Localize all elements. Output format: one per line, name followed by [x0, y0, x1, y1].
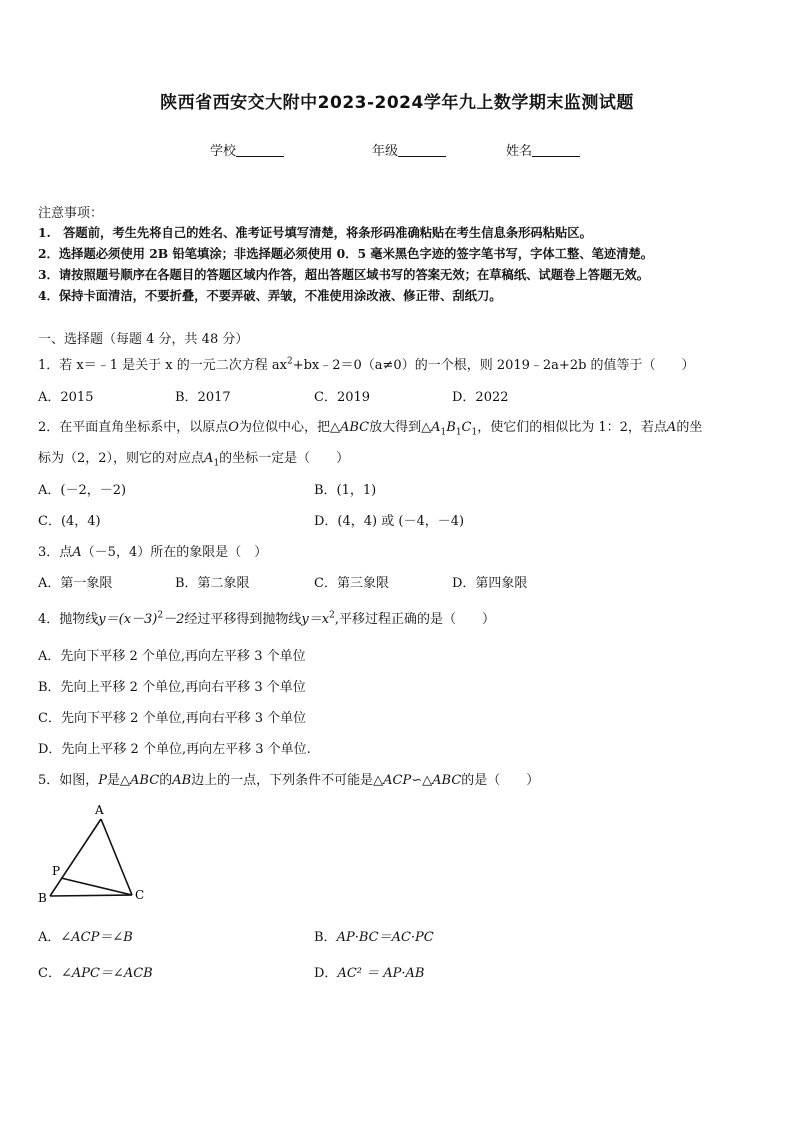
q4-eq1: y＝(x－3) [98, 612, 158, 627]
q5-text: 的 [159, 773, 173, 788]
q2-sub: 1 [440, 427, 447, 438]
q1-option-c: C．2019 [314, 390, 371, 405]
q1-option-b: B．2017 [175, 390, 231, 405]
q2-option-b: B．(1，1) [314, 483, 377, 498]
q4-option-a: A．先向下平移 2 个单位,再向左平移 3 个单位 [38, 649, 306, 664]
school-field [210, 140, 284, 159]
q2-sub: 1 [471, 427, 478, 438]
q5-option-b [314, 926, 434, 945]
q1-sup: 2 [286, 356, 293, 367]
school-label: 学校 [210, 144, 237, 159]
q5-option-b-prefix: B． [314, 930, 337, 945]
q2-option-a: A．(－2，－2) [38, 483, 127, 498]
notice-item: 2．选择题必须使用 2B 铅笔填涂；非选择题必须使用 0．5 毫米黑色字迹的签字笔书写，字体工整、笔迹清楚。 [38, 246, 654, 261]
q5-option-c-prefix: C． [38, 966, 61, 981]
q5-similarity: △ACP∽△ABC [373, 773, 462, 788]
q2-b: B [446, 420, 456, 435]
q3-text: （－5，4）所在的象限是（ ） [81, 545, 268, 560]
q5-triangle: △ABC [120, 773, 160, 788]
q5-point-p: P [98, 773, 108, 788]
q5-option-a-expr: ∠ACP＝∠B [60, 930, 133, 945]
triangle-figure [34, 800, 164, 910]
q4-text: ,平移过程正确的是（ ） [334, 612, 495, 627]
notice-item: 3．请按照题号顺序在各题目的答题区域内作答，超出答题区域书写的答案无效；在草稿纸、试题卷上答题无效。 [38, 267, 650, 282]
q2-point-a1: A [204, 451, 214, 466]
q5-option-c [38, 962, 153, 981]
q5-text: 5．如图， [38, 773, 99, 788]
q1-text-b: +bx﹣2＝0（a≠0）的一个根，则 2019﹣2a+2b 的值等于（ ） [292, 358, 695, 373]
q2-point-o: O [228, 420, 239, 435]
q2-text: 放大得到 [369, 420, 422, 435]
q4-eq2: y＝x [301, 612, 330, 627]
q4-sup: 2 [157, 610, 164, 621]
q3-option-a: A．第一象限 [38, 576, 113, 591]
q2-point-a: A [666, 420, 677, 435]
label-c: C [135, 888, 145, 902]
question-4 [38, 608, 495, 627]
q5-option-a-prefix: A． [38, 930, 61, 945]
q2-text: ，使它们的相似比为 1：2，若点 [477, 420, 667, 435]
question-3 [38, 541, 267, 560]
q3-option-b: B．第二象限 [175, 576, 250, 591]
q3-option-d: D．第四象限 [452, 576, 528, 591]
q1-option-d: D．2022 [452, 390, 509, 405]
question-5 [38, 769, 539, 788]
q5-text: 是 [107, 773, 121, 788]
side-ab [50, 819, 101, 896]
question-2-line-2 [38, 447, 349, 469]
q3-point-a: A [72, 545, 82, 560]
q2-text: 的坐 [676, 420, 703, 435]
segment-pc [61, 878, 132, 895]
side-ac [101, 819, 132, 895]
q2-sub: 1 [455, 427, 462, 438]
q5-text: 边上的一点，下列条件不可能是 [191, 773, 374, 788]
q3-option-c: C．第三象限 [314, 576, 389, 591]
school-blank [236, 144, 284, 157]
q5-text: 的是（ ） [461, 773, 540, 788]
label-p: P [52, 864, 61, 878]
page-title: 陕西省西安交大附中2023-2024学年九上数学期末监测试题 [160, 93, 634, 113]
q2-triangle-a1: △A [421, 420, 441, 435]
q5-option-d-prefix: D． [314, 966, 338, 981]
notice-item: 1. 答题前，考生先将自己的姓名、准考证号填写清楚，将条形码准确粘贴在考生信息条形码粘贴区。 [38, 225, 592, 240]
q4-text: 经过平移得到抛物线 [184, 612, 302, 627]
q1-text-a: 1．若 x＝﹣1 是关于 x 的一元二次方程 ax [38, 358, 287, 373]
q2-text: 2．在平面直角坐标系中，以原点 [38, 420, 229, 435]
q2-text: 标为（2，2），则它的对应点 [38, 451, 205, 466]
q5-option-a [38, 926, 133, 945]
q1-option-a: A．2015 [38, 390, 94, 405]
q2-option-d: D．(4，4) 或 (－4，－4) [314, 514, 465, 529]
side-bc [50, 895, 132, 896]
grade-label: 年级 [372, 144, 399, 159]
question-2-line-1 [38, 416, 702, 438]
q4-sup: 2 [329, 610, 335, 621]
q2-sub: 1 [213, 458, 220, 469]
notice-heading: 注意事项： [38, 206, 104, 221]
name-field [506, 140, 580, 159]
grade-blank [398, 144, 446, 157]
notice-item: 4．保持卡面清洁，不要折叠，不要弄破、弄皱，不准使用涂改液、修正带、刮纸刀。 [38, 288, 502, 303]
q4-option-b: B．先向上平移 2 个单位,再向右平移 3 个单位 [38, 680, 306, 695]
q4-text: 4．抛物线 [38, 612, 99, 627]
question-1 [38, 354, 695, 373]
q5-option-b-expr: AP·BC＝AC·PC [336, 930, 434, 945]
q4-eq1-tail: －2 [163, 612, 185, 627]
q5-side-ab: AB [172, 773, 192, 788]
q4-option-d: D．先向上平移 2 个单位,再向左平移 3 个单位. [38, 742, 311, 757]
q2-triangle-abc: △ABC [329, 420, 370, 435]
q2-option-c: C．(4，4) [38, 514, 101, 529]
q2-c: C [461, 420, 472, 435]
section-title: 一、选择题（每题 4 分，共 48 分） [38, 332, 249, 347]
label-a: A [95, 803, 104, 817]
name-blank [532, 144, 580, 157]
name-label: 姓名 [506, 144, 533, 159]
q5-option-d-expr: AC² ＝ AP·AB [337, 966, 425, 981]
q2-text: 为位似中心，把 [238, 420, 330, 435]
q4-option-c: C．先向下平移 2 个单位,再向右平移 3 个单位 [38, 711, 307, 726]
label-b: B [38, 891, 47, 905]
q3-text: 3．点 [38, 545, 73, 560]
q5-option-d [314, 962, 424, 981]
q2-text: 的坐标一定是（ ） [219, 451, 350, 466]
grade-field [372, 140, 446, 159]
q5-option-c-expr: ∠APC＝∠ACB [60, 966, 153, 981]
